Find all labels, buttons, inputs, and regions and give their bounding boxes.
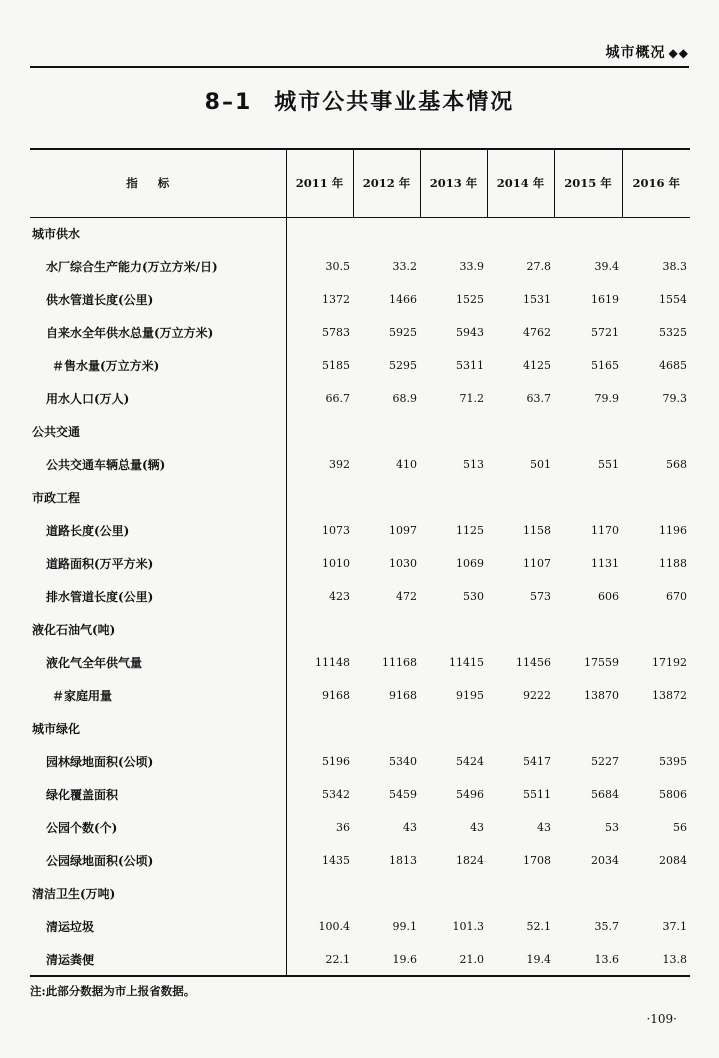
- value-cell: [554, 481, 622, 514]
- value-cell: 11168: [382, 656, 417, 669]
- category-row: [30, 415, 690, 448]
- value-cell: [286, 217, 353, 250]
- value-cell: 27.8: [526, 260, 551, 273]
- value-cell: 66.7: [286, 382, 353, 415]
- value-cell: 9168: [286, 679, 353, 712]
- footnote: 注:此部分数据为市上报省数据。: [30, 984, 196, 998]
- value-cell: 1107: [523, 557, 551, 570]
- table-row: [30, 679, 690, 712]
- value-cell: 5459: [389, 788, 417, 801]
- column-header-year: 2015 年: [554, 149, 622, 217]
- value-cell: 79.3: [662, 392, 687, 405]
- value-cell: 5342: [286, 778, 353, 811]
- table-row: [30, 283, 690, 316]
- value-cell: 9195: [456, 689, 484, 702]
- indicator-label: 用水人口(万人): [46, 392, 130, 406]
- value-cell: 1619: [591, 293, 619, 306]
- category-label: 城市供水: [32, 227, 81, 242]
- value-cell: 5395: [659, 755, 687, 768]
- value-cell: [420, 877, 487, 910]
- value-cell: [554, 613, 622, 646]
- value-cell: 43: [470, 821, 484, 834]
- value-cell: 5417: [523, 755, 551, 768]
- value-cell: 5783: [286, 316, 353, 349]
- value-cell: 1073: [286, 514, 353, 547]
- value-cell: 1372: [286, 283, 353, 316]
- value-cell: 5496: [456, 788, 484, 801]
- value-cell: 11456: [516, 656, 551, 669]
- value-cell: [554, 877, 622, 910]
- value-cell: 1097: [389, 524, 417, 537]
- value-cell: 1196: [659, 524, 687, 537]
- value-cell: [353, 481, 420, 514]
- indicator-label: 道路长度(公里): [46, 524, 130, 538]
- category-label: 市政工程: [32, 491, 81, 505]
- value-cell: [286, 613, 353, 646]
- category-label: 公共交通: [32, 425, 81, 439]
- value-cell: 19.6: [353, 943, 420, 976]
- value-cell: 5511: [523, 788, 551, 801]
- value-cell: 43: [403, 821, 417, 834]
- page-title: [0, 85, 719, 116]
- value-cell: 11415: [449, 656, 484, 669]
- value-cell: 1824: [456, 854, 484, 867]
- value-cell: 5325: [659, 326, 687, 339]
- value-cell: 410: [396, 458, 417, 471]
- category-row: [30, 613, 690, 646]
- value-cell: 1188: [659, 557, 687, 570]
- value-cell: [622, 481, 690, 514]
- indicator-label: 自来水全年供水总量(万立方米): [46, 326, 214, 340]
- indicator-label: 园林绿地面积(公顷): [46, 755, 154, 769]
- value-cell: [420, 712, 487, 745]
- value-cell: 79.9: [594, 392, 619, 405]
- table-row: [30, 547, 690, 580]
- value-cell: 513: [463, 458, 484, 471]
- table-row: [30, 316, 690, 349]
- value-cell: [420, 415, 487, 448]
- table-row: [30, 514, 690, 547]
- value-cell: 5185: [286, 349, 353, 382]
- value-cell: 5925: [389, 326, 417, 339]
- value-cell: [622, 877, 690, 910]
- value-cell: 1158: [523, 524, 551, 537]
- value-cell: [554, 217, 622, 250]
- value-cell: 13872: [652, 689, 687, 702]
- value-cell: 101.3: [452, 920, 484, 933]
- category-row: [30, 217, 690, 250]
- column-header-year: 2013 年: [420, 149, 487, 217]
- section-title: 城市概况: [605, 45, 666, 61]
- value-cell: 36: [286, 811, 353, 844]
- statistics-table: [30, 148, 690, 977]
- value-cell: 1813: [389, 854, 417, 867]
- column-header-year: 2012 年: [353, 149, 420, 217]
- value-cell: 568: [666, 458, 687, 471]
- value-cell: 5424: [456, 755, 484, 768]
- value-cell: 4125: [523, 359, 551, 372]
- value-cell: 22.1: [286, 943, 353, 976]
- value-cell: [622, 613, 690, 646]
- table-row: [30, 448, 690, 481]
- table-row: [30, 910, 690, 943]
- value-cell: 530: [463, 590, 484, 603]
- table-row: [30, 745, 690, 778]
- value-cell: 37.1: [662, 920, 687, 933]
- column-header-indicator: 指标: [30, 149, 286, 217]
- indicator-label: ＃家庭用量: [52, 689, 113, 703]
- value-cell: 392: [286, 448, 353, 481]
- table-row: [30, 250, 690, 283]
- diamond-icon: ◆◆: [668, 46, 689, 60]
- value-cell: 1435: [286, 844, 353, 877]
- value-cell: 9168: [389, 689, 417, 702]
- value-cell: 1069: [456, 557, 484, 570]
- value-cell: 30.5: [286, 250, 353, 283]
- value-cell: 4762: [523, 326, 551, 339]
- value-cell: 2034: [591, 854, 619, 867]
- value-cell: [554, 712, 622, 745]
- value-cell: [353, 613, 420, 646]
- value-cell: 1030: [389, 557, 417, 570]
- value-cell: [353, 877, 420, 910]
- value-cell: 5684: [591, 788, 619, 801]
- table-header-row: [30, 149, 690, 217]
- table-row: [30, 382, 690, 415]
- value-cell: 2084: [659, 854, 687, 867]
- value-cell: 17559: [584, 656, 619, 669]
- value-cell: 11148: [286, 646, 353, 679]
- value-cell: 1708: [523, 854, 551, 867]
- value-cell: 5943: [456, 326, 484, 339]
- value-cell: 5340: [389, 755, 417, 768]
- value-cell: 21.0: [420, 943, 487, 976]
- column-header-year: 2014 年: [487, 149, 554, 217]
- value-cell: 1010: [286, 547, 353, 580]
- value-cell: 13.6: [554, 943, 622, 976]
- value-cell: 5165: [591, 359, 619, 372]
- table-row: [30, 646, 690, 679]
- value-cell: 1525: [456, 293, 484, 306]
- indicator-label: 公共交通车辆总量(辆): [46, 458, 166, 472]
- value-cell: [487, 712, 554, 745]
- value-cell: 5311: [456, 359, 484, 372]
- value-cell: [554, 415, 622, 448]
- indicator-label: 绿化覆盖面积: [46, 788, 119, 802]
- value-cell: 423: [286, 580, 353, 613]
- value-cell: 13.8: [622, 943, 690, 976]
- column-header-year: 2011 年: [286, 149, 353, 217]
- page-number: ·109·: [646, 1012, 677, 1026]
- value-cell: 573: [530, 590, 551, 603]
- value-cell: 17192: [652, 656, 687, 669]
- value-cell: 38.3: [662, 260, 687, 273]
- table-title: 城市公共事业基本情况: [274, 90, 515, 115]
- category-row: [30, 712, 690, 745]
- value-cell: 606: [598, 590, 619, 603]
- value-cell: [353, 415, 420, 448]
- indicator-label: 清运粪便: [30, 943, 286, 976]
- value-cell: 551: [598, 458, 619, 471]
- indicator-label: 清运垃圾: [46, 920, 95, 934]
- value-cell: [286, 415, 353, 448]
- header-rule: [30, 66, 689, 68]
- value-cell: [420, 613, 487, 646]
- value-cell: 1131: [591, 557, 619, 570]
- value-cell: 13870: [584, 689, 619, 702]
- value-cell: [487, 415, 554, 448]
- value-cell: [487, 877, 554, 910]
- table-row: [30, 778, 690, 811]
- value-cell: [487, 613, 554, 646]
- indicator-label: 液化气全年供气量: [46, 656, 143, 670]
- value-cell: 1554: [659, 293, 687, 306]
- table-row: [30, 811, 690, 844]
- category-label: 城市绿化: [32, 722, 81, 736]
- value-cell: [420, 481, 487, 514]
- value-cell: 5721: [591, 326, 619, 339]
- value-cell: 56: [673, 821, 687, 834]
- table-row: [30, 943, 690, 976]
- category-label: 液化石油气(吨): [32, 623, 116, 637]
- value-cell: 52.1: [526, 920, 551, 933]
- value-cell: [420, 217, 487, 250]
- value-cell: [286, 712, 353, 745]
- value-cell: [487, 217, 554, 250]
- value-cell: 1466: [389, 293, 417, 306]
- indicator-label: 道路面积(万平方米): [46, 557, 154, 571]
- indicator-label: 供水管道长度(公里): [46, 293, 154, 307]
- value-cell: 670: [666, 590, 687, 603]
- value-cell: [622, 217, 690, 250]
- value-cell: 33.9: [459, 260, 484, 273]
- value-cell: 39.4: [594, 260, 619, 273]
- indicator-label: 排水管道长度(公里): [46, 590, 154, 604]
- column-header-year: 2016 年: [622, 149, 690, 217]
- value-cell: 43: [537, 821, 551, 834]
- category-label: 清洁卫生(万吨): [32, 887, 116, 901]
- value-cell: 472: [396, 590, 417, 603]
- value-cell: 1531: [523, 293, 551, 306]
- value-cell: 1125: [456, 524, 484, 537]
- indicator-label: 水厂综合生产能力(万立方米/日): [46, 260, 218, 274]
- value-cell: [622, 712, 690, 745]
- category-row: [30, 481, 690, 514]
- value-cell: 99.1: [392, 920, 417, 933]
- value-cell: 53: [605, 821, 619, 834]
- table-row: [30, 844, 690, 877]
- value-cell: [353, 712, 420, 745]
- category-row: [30, 877, 690, 910]
- value-cell: [286, 481, 353, 514]
- value-cell: 5196: [286, 745, 353, 778]
- value-cell: 5806: [659, 788, 687, 801]
- value-cell: 68.9: [392, 392, 417, 405]
- table-number: 8–1: [204, 90, 253, 115]
- table-row: [30, 349, 690, 382]
- value-cell: 5227: [591, 755, 619, 768]
- table-body: [30, 217, 690, 976]
- value-cell: [286, 877, 353, 910]
- value-cell: 501: [530, 458, 551, 471]
- value-cell: [353, 217, 420, 250]
- value-cell: 5295: [389, 359, 417, 372]
- running-header: [606, 42, 689, 62]
- value-cell: 4685: [659, 359, 687, 372]
- value-cell: [487, 481, 554, 514]
- value-cell: 63.7: [526, 392, 551, 405]
- value-cell: 33.2: [392, 260, 417, 273]
- table-row: [30, 580, 690, 613]
- value-cell: 71.2: [459, 392, 484, 405]
- indicator-label: 公园个数(个): [46, 821, 118, 835]
- value-cell: 9222: [523, 689, 551, 702]
- indicator-label: 公园绿地面积(公顷): [46, 854, 154, 868]
- value-cell: 1170: [591, 524, 619, 537]
- value-cell: 100.4: [286, 910, 353, 943]
- value-cell: [622, 415, 690, 448]
- indicator-label: ＃售水量(万立方米): [52, 359, 160, 373]
- value-cell: 19.4: [487, 943, 554, 976]
- value-cell: 35.7: [594, 920, 619, 933]
